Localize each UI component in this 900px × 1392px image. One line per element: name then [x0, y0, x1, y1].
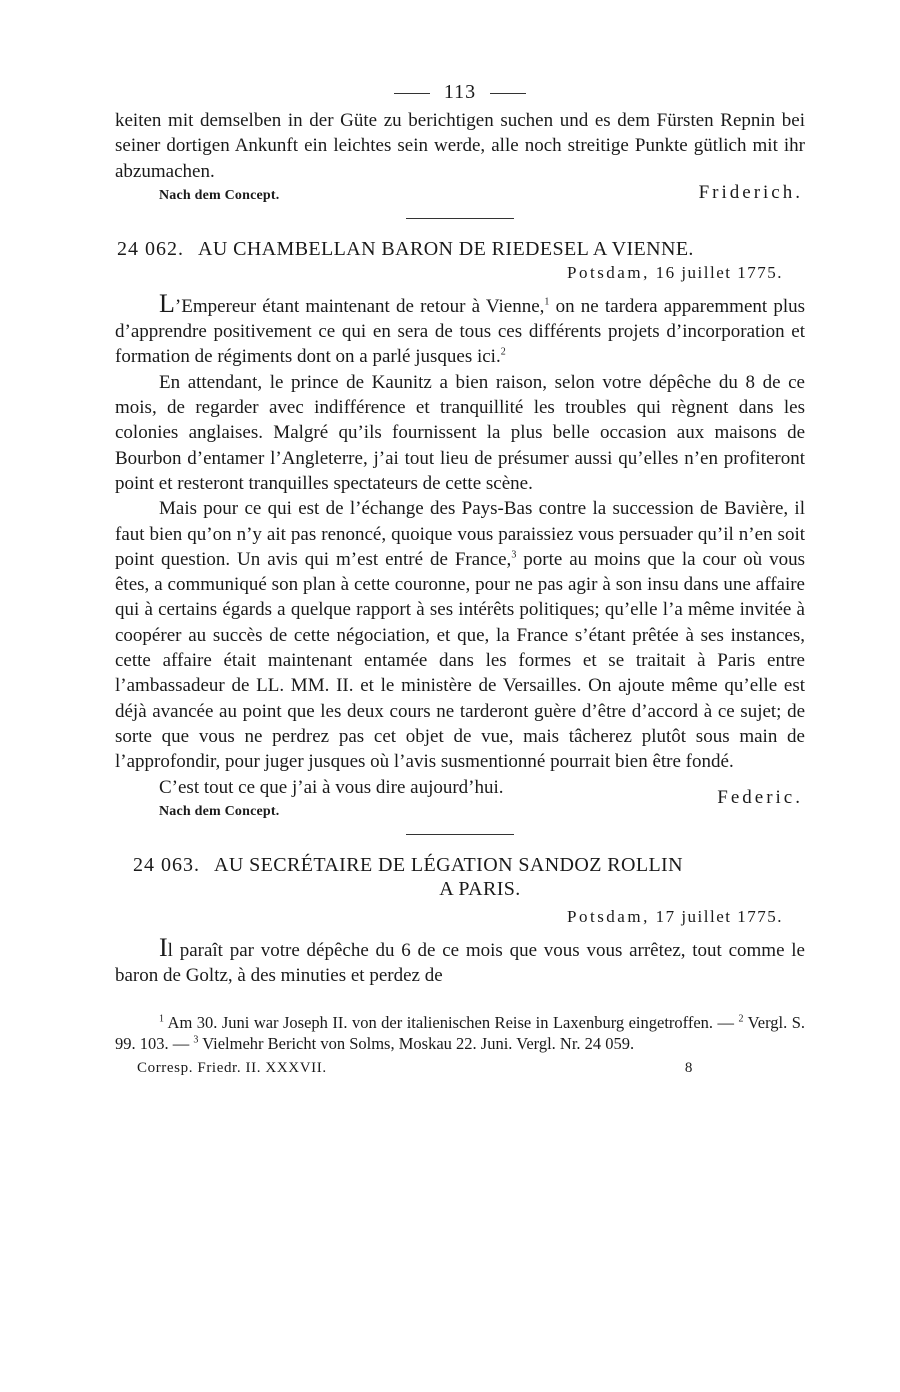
entry-title-line2: A PARIS.: [439, 877, 521, 900]
dateline: [115, 905, 805, 929]
footnote-mark: 2: [738, 1013, 744, 1025]
page-header: [115, 78, 805, 106]
series-title: Corresp. Friedr. II. XXXVII.: [137, 1060, 327, 1077]
footnote-block: [115, 1012, 805, 1054]
cont-line-1: keiten mit demselben in der Güte zu berichtigen suchen und es dem: [115, 110, 651, 131]
paragraph-text: l paraît par votre dépêche du 6 de ce mois que vous vous arrêtez, tout comme le baron de Goltz, à des minuties et perdez de: [115, 939, 805, 987]
closing-line: C’est tout ce que j’ai à vous dire aujourd’hui.: [159, 776, 504, 798]
section-divider: [406, 218, 514, 219]
dateline-place: Potsdam,: [567, 262, 650, 282]
paragraph-text: porte au moins que la cour où vous êtes, a communiqué son plan à cette couronne, pour ne pas agir à son insu dans une affaire qui à certains égards a quelque rapport à ses intérêts politiques; qu’elle l’a même invitée à coopérer au succès de cette négociation, et que, la France s’étant prêtée à ses instances, cette affaire était maintenant entamée dans les formes et se traitait à Paris entre l’ambassadeur de LL. MM. II. et le ministère de Versailles. On ajoute même qu’elle est déjà avancée au point que les deux cours ne tarderont guère d’être d’accord à ce sujet; de sorte que vous ne perdrez pas cet objet de vue, mais tâcherez plutôt sous main de l’approfondir, pour juger jusques où l’avis susmentionné pourrait bien être fondé.: [115, 548, 805, 773]
entry2-closing: [115, 775, 805, 820]
cont-line-3: alle noch streitige Punkte gütlich mit ihr abzumachen.: [115, 135, 805, 182]
footnote-text: Vergl. S. 99. 103. —: [115, 1013, 805, 1054]
entry-title: AU SECRÉTAIRE DE LÉGATION SANDOZ ROLLIN: [214, 853, 683, 876]
dateline-place: Potsdam,: [567, 906, 650, 926]
dateline: [115, 261, 805, 285]
section-divider: [406, 834, 514, 835]
dateline-date: 17 juillet 1775.: [655, 906, 783, 926]
paragraph-text: Mais pour ce qui est de l’échange des Pays-Bas contre la succession de Bavière, il faut bien qu’on n’y ait pas renoncé, quoique vous paraissiez vous persuader qu’il n’en soit point question. Un avis qui m’est entré de France,: [115, 498, 805, 570]
page-footer: [115, 1060, 805, 1077]
cont-line-2: Fürsten Repnin bei seiner dortigen Ankunft ein leichtes sein werde,: [115, 110, 805, 157]
footnote-text: Vielmehr Bericht von Solms, Moskau 22. Juni. Vergl. Nr. 24 059.: [198, 1034, 635, 1054]
page-number: 113: [443, 81, 477, 103]
signature: Federic.: [717, 786, 803, 808]
continued-paragraph: [115, 108, 805, 184]
footnote-mark: 3: [193, 1034, 199, 1046]
paragraph-text: ’Empereur étant maintenant de retour à Vienne,: [174, 295, 545, 317]
header-dash-left: [394, 93, 430, 94]
source-note: Nach dem Concept.: [159, 187, 280, 203]
signature: Friderich.: [698, 181, 803, 203]
closing-left: [115, 775, 504, 820]
footnote-mark: 1: [159, 1013, 164, 1025]
entry-number: 24 062.: [117, 237, 184, 260]
entry-heading: [115, 853, 805, 877]
footnote-ref: 3: [511, 549, 517, 561]
dateline-date: 16 juillet 1775.: [655, 262, 783, 282]
footnote-ref: 2: [500, 347, 506, 359]
footnote-ref: 1: [544, 296, 550, 308]
paragraph-text: on ne tardera apparemment plus d’apprendre positivement ce qui en sera de tous ces différents projets d’incorporation et formation de régiments dont on a parlé jusques ici.: [115, 295, 806, 368]
signature-mark: 8: [684, 1060, 693, 1077]
header-dash-right: [490, 93, 526, 94]
initial-letter: L: [159, 288, 175, 318]
letter-paragraph: En attendant, le prince de Kaunitz a bien raison, selon votre dépêche du 8 de ce mois, de regarder avec indifférence et tranquillité les troubles qui règnent dans les colonies anglaises. Malgré qu’ils fournissent la plus belle occasion aux maisons de Bourbon d’entamer l’Angleterre, j’ai tout lieu de présumer aussi qu’elles n’en profiteront point et resteront tranquilles spectateurs de cette scène.: [115, 371, 805, 494]
entry1-closing: [115, 182, 805, 204]
footnotes: [115, 1012, 805, 1054]
letter-paragraph: [115, 496, 805, 774]
entry-title: AU CHAMBELLAN BARON DE RIEDESEL A VIENNE.: [198, 237, 694, 260]
source-note: Nach dem Concept.: [159, 803, 280, 819]
entry-number: 24 063.: [133, 853, 200, 876]
letter-paragraph: [115, 288, 806, 370]
footnote-text: Am 30. Juni war Joseph II. von der italienischen Reise in Laxenburg eingetroffen. —: [164, 1013, 735, 1033]
book-page: [115, 78, 805, 1077]
entry-heading: [115, 237, 805, 261]
initial-letter: I: [159, 932, 168, 962]
letter-paragraph: [115, 932, 805, 989]
